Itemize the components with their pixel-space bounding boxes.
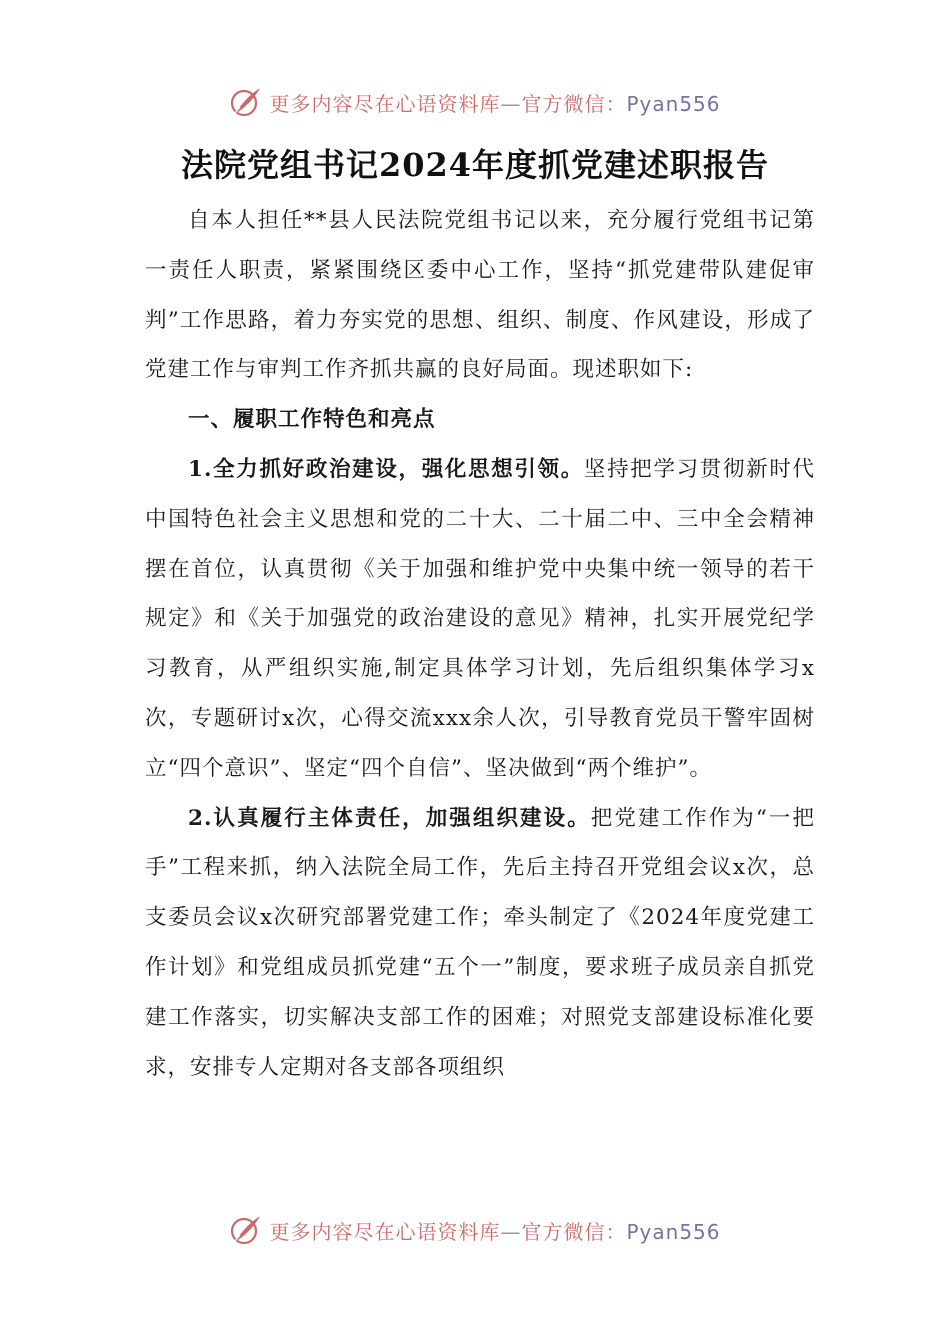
item-body-1: 坚持把学习贯彻新时代中国特色社会主义思想和党的二十大、二十届二中、三中全会精神摆在首位，认真贯彻《关于加强和维护党中央集中统一领导的若干规定》和《关于加强党的政治建设的意见》精神，扎实开展党纪学习教育，从严组织实施,制定具体学习计划，先后组织集体学习x次，专题研讨x次，心得交流xxx余人次，引导教育党员干警牢固树立“四个意识”、坚定“四个自信”、坚决做到“两个维护”。 bbox=[145, 456, 815, 781]
item-paragraph-1 bbox=[145, 445, 815, 794]
item-lead-1: 1.全力抓好政治建设，强化思想引领。 bbox=[188, 456, 584, 482]
item-lead-2: 2.认真履行主体责任，加强组织建设。 bbox=[188, 805, 591, 831]
item-paragraph-2 bbox=[145, 794, 815, 1093]
intro-paragraph: 自本人担任**县人民法院党组书记以来，充分履行党组书记第一责任人职责，紧紧围绕区委中心工作，坚持“抓党建带队建促审判”工作思路，着力夯实党的思想、组织、制度、作风建设，形成了党建工作与审判工作齐抓共赢的良好局面。现述职如下: bbox=[145, 208, 815, 383]
document-body bbox=[145, 196, 815, 1092]
watermark-banner-top bbox=[0, 82, 950, 122]
section-heading: 一、履职工作特色和亮点 bbox=[188, 407, 436, 433]
quill-pen-logo-icon bbox=[229, 1213, 263, 1247]
page-title: 法院党组书记2024年度抓党建述职报告 bbox=[180, 146, 770, 184]
watermark-text: 更多内容尽在心语资料库—官方微信：Pyan556 bbox=[269, 1219, 721, 1244]
quill-pen-logo-icon bbox=[229, 85, 263, 119]
watermark-banner-bottom bbox=[0, 1210, 950, 1250]
watermark-text: 更多内容尽在心语资料库—官方微信：Pyan556 bbox=[269, 91, 721, 116]
item-body-2: 把党建工作作为“一把手”工程来抓，纳入法院全局工作，先后主持召开党组会议x次，总支委员会议x次研究部署党建工作；牵头制定了《2024年度党建工作计划》和党组成员抓党建“五个一”制度，要求班子成员亲自抓党建工作落实，切实解决支部工作的困难；对照党支部建设标准化要求，安排专人定期对各支部各项组织 bbox=[145, 805, 815, 1080]
